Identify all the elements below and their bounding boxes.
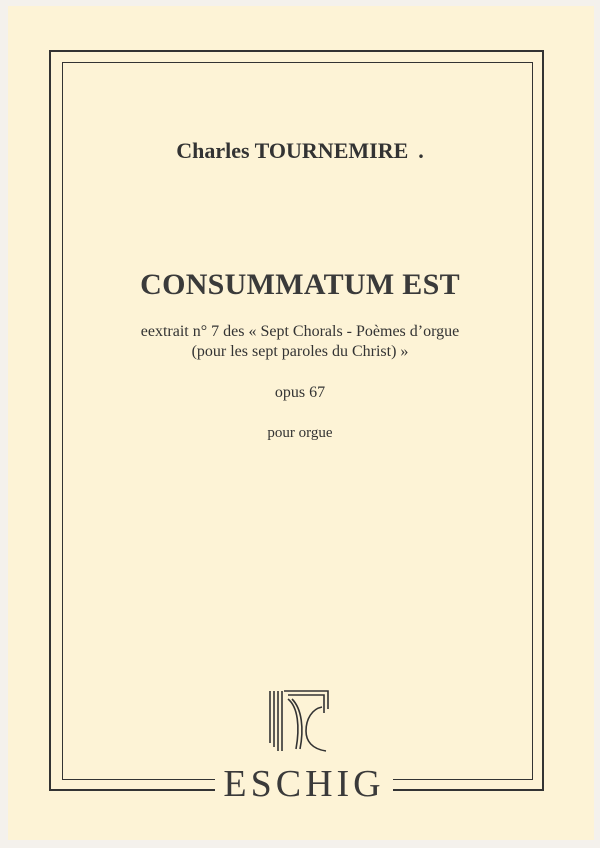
instrument-label: pour orgue: [267, 425, 333, 441]
inner-border-frame: [62, 62, 533, 780]
composer-name: Charles TOURNEMIRE: [176, 138, 409, 163]
eschig-harp-logo-icon: [266, 687, 338, 755]
subtitle-line-1: eextrait n° 7 des « Sept Chorals - Poèmes d’orgue: [140, 323, 460, 340]
publisher-label: ESCHIG: [215, 763, 392, 805]
publisher-name: [0, 762, 600, 806]
composer-mark: .: [418, 138, 424, 163]
subtitle-line-2: (pour les sept paroles du Christ) »: [191, 343, 409, 360]
work-title: CONSUMMATUM EST: [140, 268, 460, 301]
composer-line: [0, 138, 600, 164]
opus-number: opus 67: [274, 384, 326, 401]
